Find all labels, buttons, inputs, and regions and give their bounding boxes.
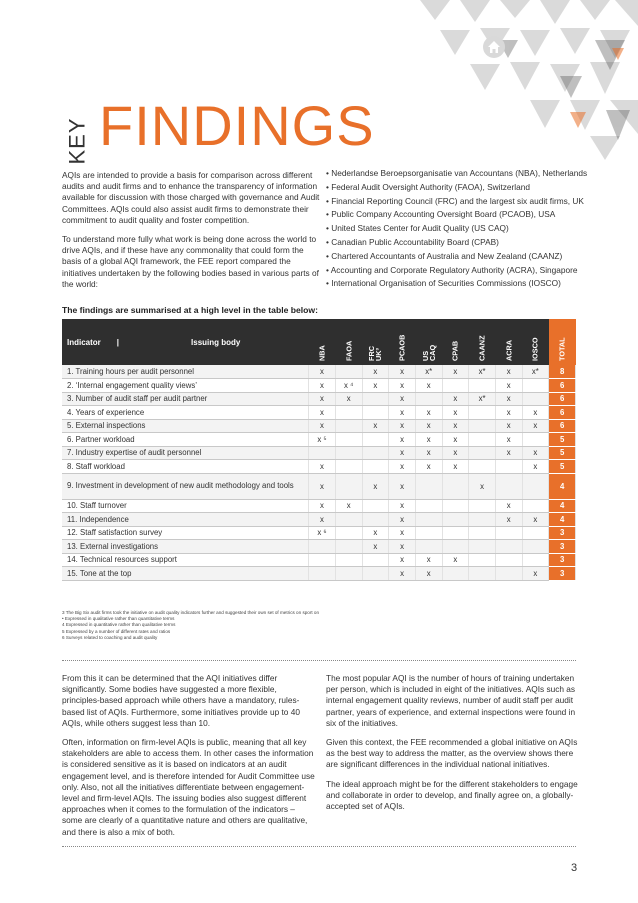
mark-cell (442, 499, 469, 513)
mark-cell: x (389, 379, 416, 393)
mark-cell (442, 473, 469, 499)
table-body (62, 365, 576, 580)
total-header: TOTAL (549, 319, 576, 365)
mark-cell: x (495, 499, 522, 513)
mark-cell (362, 499, 389, 513)
mark-cell (442, 540, 469, 554)
mark-cell (335, 567, 362, 581)
total-cell: 6 (549, 419, 576, 433)
mark-cell: x (309, 365, 336, 379)
mark-cell: x (389, 392, 416, 406)
column-header: IOSCO (530, 337, 540, 361)
indicator-cell: 14. Technical resources support (62, 553, 309, 567)
mark-cell (335, 526, 362, 540)
mark-cell (442, 526, 469, 540)
home-icon[interactable] (483, 36, 505, 58)
mark-cell: x (389, 446, 416, 460)
mark-cell (415, 473, 442, 499)
indicator-cell: 5. External inspections (62, 419, 309, 433)
mark-cell: x (362, 526, 389, 540)
body-right-paragraph-3: The ideal approach might be for the different stakeholders to engage and collaborate in order to develop, and finally agree on, a globally-accepted set of AQIs. (326, 778, 578, 812)
mark-cell (495, 567, 522, 581)
mark-cell: x (362, 419, 389, 433)
total-cell: 6 (549, 406, 576, 420)
table-row (62, 433, 576, 447)
table-row (62, 513, 576, 527)
table-row (62, 406, 576, 420)
footnotes (62, 610, 319, 641)
mark-cell: x (335, 499, 362, 513)
mark-cell (415, 526, 442, 540)
issuing-body-item: • Nederlandse Beroepsorganisatie van Accountans (NBA), Netherlands (326, 168, 588, 178)
mark-cell: x (442, 419, 469, 433)
mark-cell: x (309, 406, 336, 420)
footnote: 5 Expressed by a number of different rates and ratios (62, 628, 171, 634)
total-cell: 5 (549, 433, 576, 447)
column-header: ACRA (504, 339, 514, 361)
total-cell: 4 (549, 473, 576, 499)
total-cell: 3 (549, 526, 576, 540)
mark-cell: x (495, 406, 522, 420)
mark-cell (469, 513, 496, 527)
mark-cell (335, 365, 362, 379)
table-row (62, 379, 576, 393)
table-row (62, 460, 576, 474)
mark-cell (335, 419, 362, 433)
mark-cell: x (522, 446, 549, 460)
indicator-cell: 10. Staff turnover (62, 499, 309, 513)
indicator-cell: 2. ‘Internal engagement quality views’ (62, 379, 309, 393)
mark-cell: x* (469, 392, 496, 406)
mark-cell (362, 446, 389, 460)
mark-cell: x (362, 473, 389, 499)
mark-cell: x (309, 460, 336, 474)
mark-cell (522, 553, 549, 567)
intro-paragraph-1: AQIs are intended to provide a basis for comparison across different audits and audit firms and to enhance the transparency of information available for discussion with those charged with governance and Audit Committees. AQIs could also assist audit firms to demonstrate their commitment to audit quality and foster competition. (62, 170, 320, 225)
mark-cell: x (389, 460, 416, 474)
indicator-cell: 12. Staff satisfaction survey (62, 526, 309, 540)
mark-cell: x (442, 433, 469, 447)
mark-cell: x (389, 526, 416, 540)
mark-cell: x (469, 473, 496, 499)
mark-cell: x (522, 567, 549, 581)
mark-cell: x (415, 419, 442, 433)
mark-cell (362, 392, 389, 406)
mark-cell: x (309, 473, 336, 499)
mark-cell (362, 433, 389, 447)
total-cell: 6 (549, 379, 576, 393)
mark-cell: x (362, 379, 389, 393)
table-row (62, 392, 576, 406)
page-number: 3 (571, 862, 578, 874)
indicator-cell: 3. Number of audit staff per audit partner (62, 392, 309, 406)
mark-cell (362, 553, 389, 567)
mark-cell (469, 446, 496, 460)
body-left-paragraph-1: From this it can be determined that the AQI initiatives differ significantly. Some bodies have suggested a more flexible, principles-based approach while others have a mandatory, rules-based list of AQIs. Furthermore, some initiatives provide up to 40 AQIs, while others suggest less than 10. (62, 673, 300, 728)
table-row (62, 365, 576, 379)
mark-cell: x (389, 365, 416, 379)
mark-cell: x (309, 392, 336, 406)
table-row (62, 553, 576, 567)
mark-cell (522, 392, 549, 406)
divider (62, 660, 576, 661)
issuing-body-item: • International Organisation of Securities Commissions (IOSCO) (326, 278, 561, 289)
mark-cell (522, 499, 549, 513)
mark-cell: x (495, 379, 522, 393)
total-cell: 6 (549, 392, 576, 406)
mark-cell (469, 406, 496, 420)
mark-cell: x (335, 392, 362, 406)
column-header: US CAQ (420, 344, 437, 361)
indicator-cell: 7. Industry expertise of audit personnel (62, 446, 309, 460)
mark-cell (415, 499, 442, 513)
mark-cell (415, 540, 442, 554)
footnote: 4 Expressed in quantitative rather than qualitative terms (62, 622, 176, 628)
mark-cell (335, 406, 362, 420)
mark-cell: x ⁴ (335, 379, 362, 393)
mark-cell: x (495, 365, 522, 379)
mark-cell: x (362, 540, 389, 554)
mark-cell (469, 433, 496, 447)
mark-cell (309, 567, 336, 581)
total-cell: 3 (549, 553, 576, 567)
mark-cell (522, 540, 549, 554)
mark-cell (469, 540, 496, 554)
mark-cell (522, 526, 549, 540)
key-label: KEY (64, 117, 90, 165)
mark-cell: x (362, 365, 389, 379)
body-right-column (326, 673, 582, 820)
mark-cell: x (522, 406, 549, 420)
mark-cell: x (495, 392, 522, 406)
mark-cell (362, 460, 389, 474)
mark-cell (415, 513, 442, 527)
mark-cell (469, 499, 496, 513)
mark-cell: x (389, 406, 416, 420)
issuing-body-item: • Chartered Accountants of Australia and New Zealand (CAANZ) (326, 250, 563, 261)
column-header: CAANZ (477, 335, 487, 361)
mark-cell (362, 513, 389, 527)
total-cell: 5 (549, 446, 576, 460)
mark-cell: x (415, 567, 442, 581)
total-cell: 3 (549, 540, 576, 554)
mark-cell (335, 513, 362, 527)
indicator-header: Indicator | Issuing body (67, 337, 241, 347)
indicator-cell: 4. Years of experience (62, 406, 309, 420)
findings-table (62, 319, 576, 581)
table-row (62, 446, 576, 460)
mark-cell: x (389, 567, 416, 581)
indicator-cell: 8. Staff workload (62, 460, 309, 474)
mark-cell (362, 406, 389, 420)
table-title: The findings are summarised at a high level in the table below: (62, 305, 318, 315)
mark-cell (495, 540, 522, 554)
total-cell: 4 (549, 499, 576, 513)
body-right-paragraph-2: Given this context, the FEE recommended a global initiative on AQIs as the best way to address the matter, as the overview shows there are significant differences in the individual national initiatives. (326, 737, 578, 770)
mark-cell: x ⁵ (309, 433, 336, 447)
mark-cell (415, 392, 442, 406)
mark-cell: x (389, 419, 416, 433)
mark-cell (522, 379, 549, 393)
total-cell: 4 (549, 513, 576, 527)
mark-cell (335, 446, 362, 460)
table-header-row (62, 319, 576, 365)
footnote: 3 The Big Six audit firms took the initiative on audit quality indicators further and suggested their own set of metrics on sport on (62, 610, 320, 615)
body-left-column (62, 673, 316, 846)
mark-cell (442, 513, 469, 527)
total-cell: 5 (549, 460, 576, 474)
mark-cell: x (442, 460, 469, 474)
indicator-cell: 11. Independence (62, 513, 309, 527)
mark-cell: x (442, 365, 469, 379)
issuing-body-item: • Financial Reporting Council (FRC) and the largest six audit firms, UK (326, 195, 584, 206)
footnote: 6 Surveys related to coaching and audit quality (62, 634, 158, 640)
divider (62, 846, 576, 847)
mark-cell: x (415, 433, 442, 447)
decorative-triangle-pattern (410, 0, 638, 160)
column-header: PCAOB (397, 334, 407, 361)
mark-cell: x (415, 446, 442, 460)
mark-cell (335, 553, 362, 567)
total-cell: 8 (549, 365, 576, 379)
total-cell: 3 (549, 567, 576, 581)
mark-cell: x (442, 553, 469, 567)
mark-cell: x (522, 419, 549, 433)
mark-cell (362, 567, 389, 581)
mark-cell (469, 553, 496, 567)
indicator-cell: 1. Training hours per audit personnel (62, 365, 309, 379)
table-row (62, 567, 576, 581)
mark-cell (469, 460, 496, 474)
mark-cell: x (389, 553, 416, 567)
mark-cell: x* (415, 365, 442, 379)
body-left-paragraph-2: Often, information on firm-level AQIs is public, meaning that all key stakeholders are able to access them. In other cases the information is considered sensitive as it is based on indicators at an audit engagement level, and is therefore intended for Audit Committee use only. Also, not all the initiatives differentiate between engagement-level and firm-level AQIs. The issuing bodies also suggest different approaches when it comes to the formulation of the indicators – some are clearly of a quantitative nature and others are qualitative, and there is also a mix of both. (62, 737, 315, 837)
column-header: FAOA (344, 340, 354, 361)
intro-paragraph-2: To understand more fully what work is being done across the world to drive AQIs, and if these have any commonality that could form the basis of a global AQI framework, the FEE report compared the initiatives undertaken by the following bodies based in various parts of the world: (62, 234, 319, 289)
mark-cell (522, 473, 549, 499)
mark-cell: x* (522, 365, 549, 379)
issuing-bodies-list (326, 168, 596, 292)
issuing-body-item: • United States Center for Audit Quality (US CAQ) (326, 223, 509, 234)
mark-cell: x* (469, 365, 496, 379)
table-row (62, 526, 576, 540)
column-header: FRC UK³ (367, 346, 384, 361)
mark-cell: x (522, 513, 549, 527)
mark-cell (469, 567, 496, 581)
mark-cell: x (495, 419, 522, 433)
mark-cell (495, 553, 522, 567)
footnote: • Expressed in qualitative rather than quantitative terms (62, 616, 175, 622)
indicator-cell: 13. External investigations (62, 540, 309, 554)
mark-cell (495, 473, 522, 499)
mark-cell: x (415, 460, 442, 474)
mark-cell (469, 379, 496, 393)
table-row (62, 499, 576, 513)
mark-cell: x (389, 473, 416, 499)
mark-cell: x (495, 513, 522, 527)
intro-text (62, 170, 320, 298)
mark-cell: x (415, 406, 442, 420)
indicator-cell: 15. Tone at the top (62, 567, 309, 581)
mark-cell: x (442, 392, 469, 406)
mark-cell (495, 460, 522, 474)
issuing-body-item: • Federal Audit Oversight Authority (FAOA), Switzerland (326, 181, 530, 192)
table-row (62, 473, 576, 499)
mark-cell (522, 433, 549, 447)
mark-cell (442, 567, 469, 581)
table-row (62, 419, 576, 433)
mark-cell: x (309, 379, 336, 393)
mark-cell (442, 379, 469, 393)
mark-cell (469, 419, 496, 433)
mark-cell: x (389, 513, 416, 527)
body-right-paragraph-1: The most popular AQI is the number of hours of training undertaken per person, which is included in eight of the initiatives. AQIs such as internal engagement quality reviews, number of audit staff per audit partner, years of experience, and external inspections were found in six of the initiatives. (326, 673, 576, 728)
column-header: NBA (317, 345, 327, 361)
mark-cell: x ⁶ (309, 526, 336, 540)
mark-cell: x (442, 446, 469, 460)
mark-cell (309, 540, 336, 554)
page-title: FINDINGS (99, 94, 375, 157)
table-row (62, 540, 576, 554)
mark-cell: x (495, 433, 522, 447)
indicator-cell: 9. Investment in development of new audit methodology and tools (62, 473, 309, 499)
mark-cell: x (309, 513, 336, 527)
mark-cell (309, 553, 336, 567)
mark-cell: x (415, 553, 442, 567)
mark-cell: x (309, 419, 336, 433)
mark-cell (309, 446, 336, 460)
mark-cell (495, 526, 522, 540)
issuing-body-item: • Public Company Accounting Oversight Board (PCAOB), USA (326, 209, 556, 220)
issuing-body-item: • Canadian Public Accountability Board (CPAB) (326, 236, 499, 247)
mark-cell (335, 473, 362, 499)
mark-cell (335, 540, 362, 554)
mark-cell: x (389, 433, 416, 447)
mark-cell: x (522, 460, 549, 474)
mark-cell: x (309, 499, 336, 513)
mark-cell: x (389, 499, 416, 513)
indicator-cell: 6. Partner workload (62, 433, 309, 447)
issuing-body-item: • Accounting and Corporate Regulatory Authority (ACRA), Singapore (326, 264, 578, 275)
mark-cell (469, 526, 496, 540)
mark-cell (335, 433, 362, 447)
mark-cell: x (442, 406, 469, 420)
column-header: CPAB (450, 340, 460, 361)
mark-cell: x (415, 379, 442, 393)
mark-cell: x (389, 540, 416, 554)
mark-cell: x (495, 446, 522, 460)
mark-cell (335, 460, 362, 474)
